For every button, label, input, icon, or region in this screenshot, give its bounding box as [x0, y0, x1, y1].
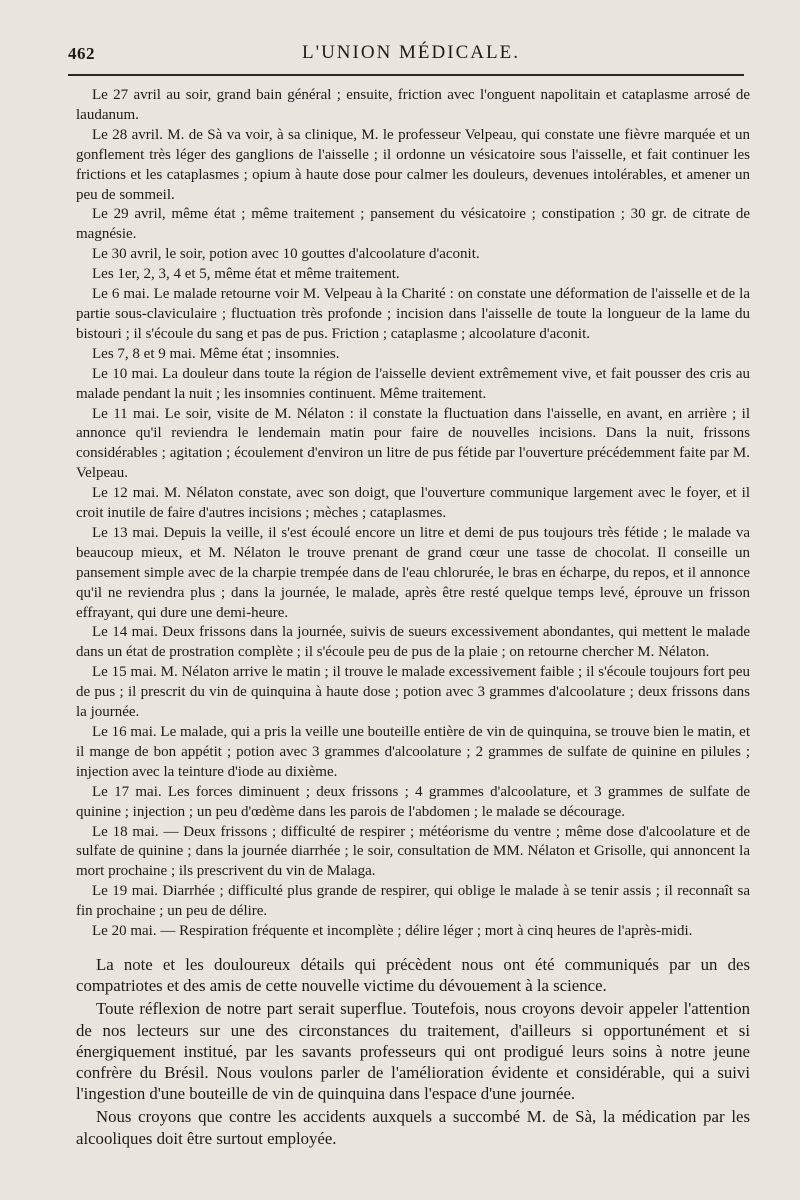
comment-paragraph: Nous croyons que contre les accidents auxquels a succombé M. de Sà, la médication par les alcooliques doit être surtout employée. — [76, 1107, 750, 1148]
entry-paragraph: Le 16 mai. Le malade, qui a pris la veille une bouteille entière de vin de quinquina, se trouve bien le matin, et il mange de bon appétit ; potion avec 3 grammes d'alcoolature ; 2 grammes de sulfate de quinine en pilules ; injection avec la teinture d'iode au dixième. — [76, 724, 750, 780]
journal-title: L'UNION MÉDICALE. — [302, 42, 520, 63]
entry-paragraph: Le 27 avril au soir, grand bain général ; ensuite, friction avec l'onguent napolitain et cataplasme arrosé de laudanum. — [76, 87, 750, 123]
entry-paragraph: Le 11 mai. Le soir, visite de M. Nélaton : il constate la fluctuation dans l'aisselle, en avant, en arrière ; il annonce qu'il reviendra le lendemain matin pour faire de nouvelles incisions. Dans la nuit, frissons considérables ; agitation ; écoulement d'environ un litre de pus fétide par l'ouverture précédemment faite par M. Velpeau. — [76, 405, 750, 482]
entry-paragraph: Le 10 mai. La douleur dans toute la région de l'aisselle devient extrêmement vive, et fait pousser des cris au malade pendant la nuit ; les insomnies continuent. Même traitement. — [76, 365, 750, 402]
entry-paragraph: Le 28 avril. M. de Sà va voir, à sa clinique, M. le professeur Velpeau, qui constate une fièvre marquée et un gonflement très léger des ganglions de l'aisselle ; il ordonne un vésicatoire sous l'aisselle, et fait continuer les frictions et les cataplasmes ; opium à haute dose pour calmer les douleurs, devenues intolérables, et amener un peu de sommeil. — [76, 126, 750, 203]
running-header — [66, 36, 756, 70]
entry-paragraph: Le 14 mai. Deux frissons dans la journée, suivis de sueurs excessivement abondantes, qui mettent le malade dans un état de prostration complète ; il s'écoule peu de pus de la plaie ; on retourne chercher M. Nélaton. — [76, 624, 750, 661]
entry-paragraph: Les 7, 8 et 9 mai. Même état ; insomnies. — [92, 345, 340, 362]
entry-paragraph: Le 18 mai. — Deux frissons ; difficulté de respirer ; météorisme du ventre ; même dose d'alcoolature et de sulfate de quinine ; dans la journée diarrhée ; le soir, consultation de MM. Nélaton et Grisolle, qui annoncent la mort prochaine ; ils prescrivent du vin de Malaga. — [76, 823, 750, 880]
entry-paragraph: Le 30 avril, le soir, potion avec 10 gouttes d'alcoolature d'aconit. — [92, 246, 480, 263]
header-rule — [68, 74, 744, 76]
entry-paragraph: Le 17 mai. Les forces diminuent ; deux frissons ; 4 grammes d'alcoolature, et 3 grammes de sulfate de quinine ; injection ; un peu d'œdème dans les parois de l'abdomen ; le malade se décourage. — [76, 783, 750, 820]
comment-paragraph: La note et les douloureux détails qui précèdent nous ont été communiqués par un des compatriotes et des amis de cette nouvelle victime du dévouement à la science. — [76, 954, 750, 996]
entry-paragraph: Le 13 mai. Depuis la veille, il s'est écoulé encore un litre et demi de pus toujours très fétide ; le malade va beaucoup mieux, et M. Nélaton le trouve prenant de grand cœur une tasse de chocolat. Il conseille un pansement simple avec de la charpie trempée dans de l'eau chlorurée, le bras en écharpe, du repos, et il annonce qu'il ne reviendra plus ; dans la journée, le malade, après être resté quelque temps levé, éprouve un frisson effrayant, qui dure une demi-heure. — [76, 524, 750, 621]
entry-paragraph: Le 29 avril, même état ; même traitement ; pansement du vésicatoire ; constipation ; 30 gr. de citrate de magnésie. — [76, 206, 750, 243]
body-text — [76, 86, 750, 1149]
entry-paragraph: Le 6 mai. Le malade retourne voir M. Velpeau à la Charité : on constate une déformation de l'aisselle et de la partie sous-claviculaire ; fluctuation très profonde ; incision dans l'aisselle de toute la longueur de la lame du bistouri ; il s'écoule du sang et pas de pus. Friction ; cataplasme ; alcoolature d'aconit. — [76, 286, 750, 342]
entry-paragraph: Le 12 mai. M. Nélaton constate, avec son doigt, que l'ouverture communique largement avec le foyer, et il croit inutile de faire d'autres incisions ; mèches ; cataplasmes. — [76, 485, 750, 522]
entry-paragraph: Le 20 mai. — Respiration fréquente et incomplète ; délire léger ; mort à cinq heures de l'après-midi. — [92, 923, 693, 940]
entry-paragraph: Les 1er, 2, 3, 4 et 5, même état et même traitement. — [92, 266, 400, 283]
entry-paragraph: Le 19 mai. Diarrhée ; difficulté plus grande de respirer, qui oblige le malade à se tenir assis ; il reconnaît sa fin prochaine ; un peu de délire. — [76, 883, 750, 920]
entry-paragraph: Le 15 mai. M. Nélaton arrive le matin ; il trouve le malade excessivement faible ; il s'écoule toujours fort peu de pus ; il prescrit du vin de quinquina à haute dose ; potion avec 3 grammes d'alcoolature ; deux frissons dans la journée. — [76, 664, 750, 721]
editorial-comment — [76, 954, 750, 1149]
page-number: 462 — [68, 44, 95, 63]
comment-paragraph: Toute réflexion de notre part serait superflue. Toutefois, nous croyons devoir appeler l'attention de nos lecteurs sur une des circonstances du traitement, d'ailleurs si opportunément et si énergiquement institué, par les savants professeurs qui ont prodigué leurs soins à notre jeune confrère du Brésil. Nous voulons parler de l'amélioration évidente et considérable, qui a suivi l'ingestion d'une bouteille de vin de quinquina dans l'espace d'une journée. — [76, 999, 750, 1104]
